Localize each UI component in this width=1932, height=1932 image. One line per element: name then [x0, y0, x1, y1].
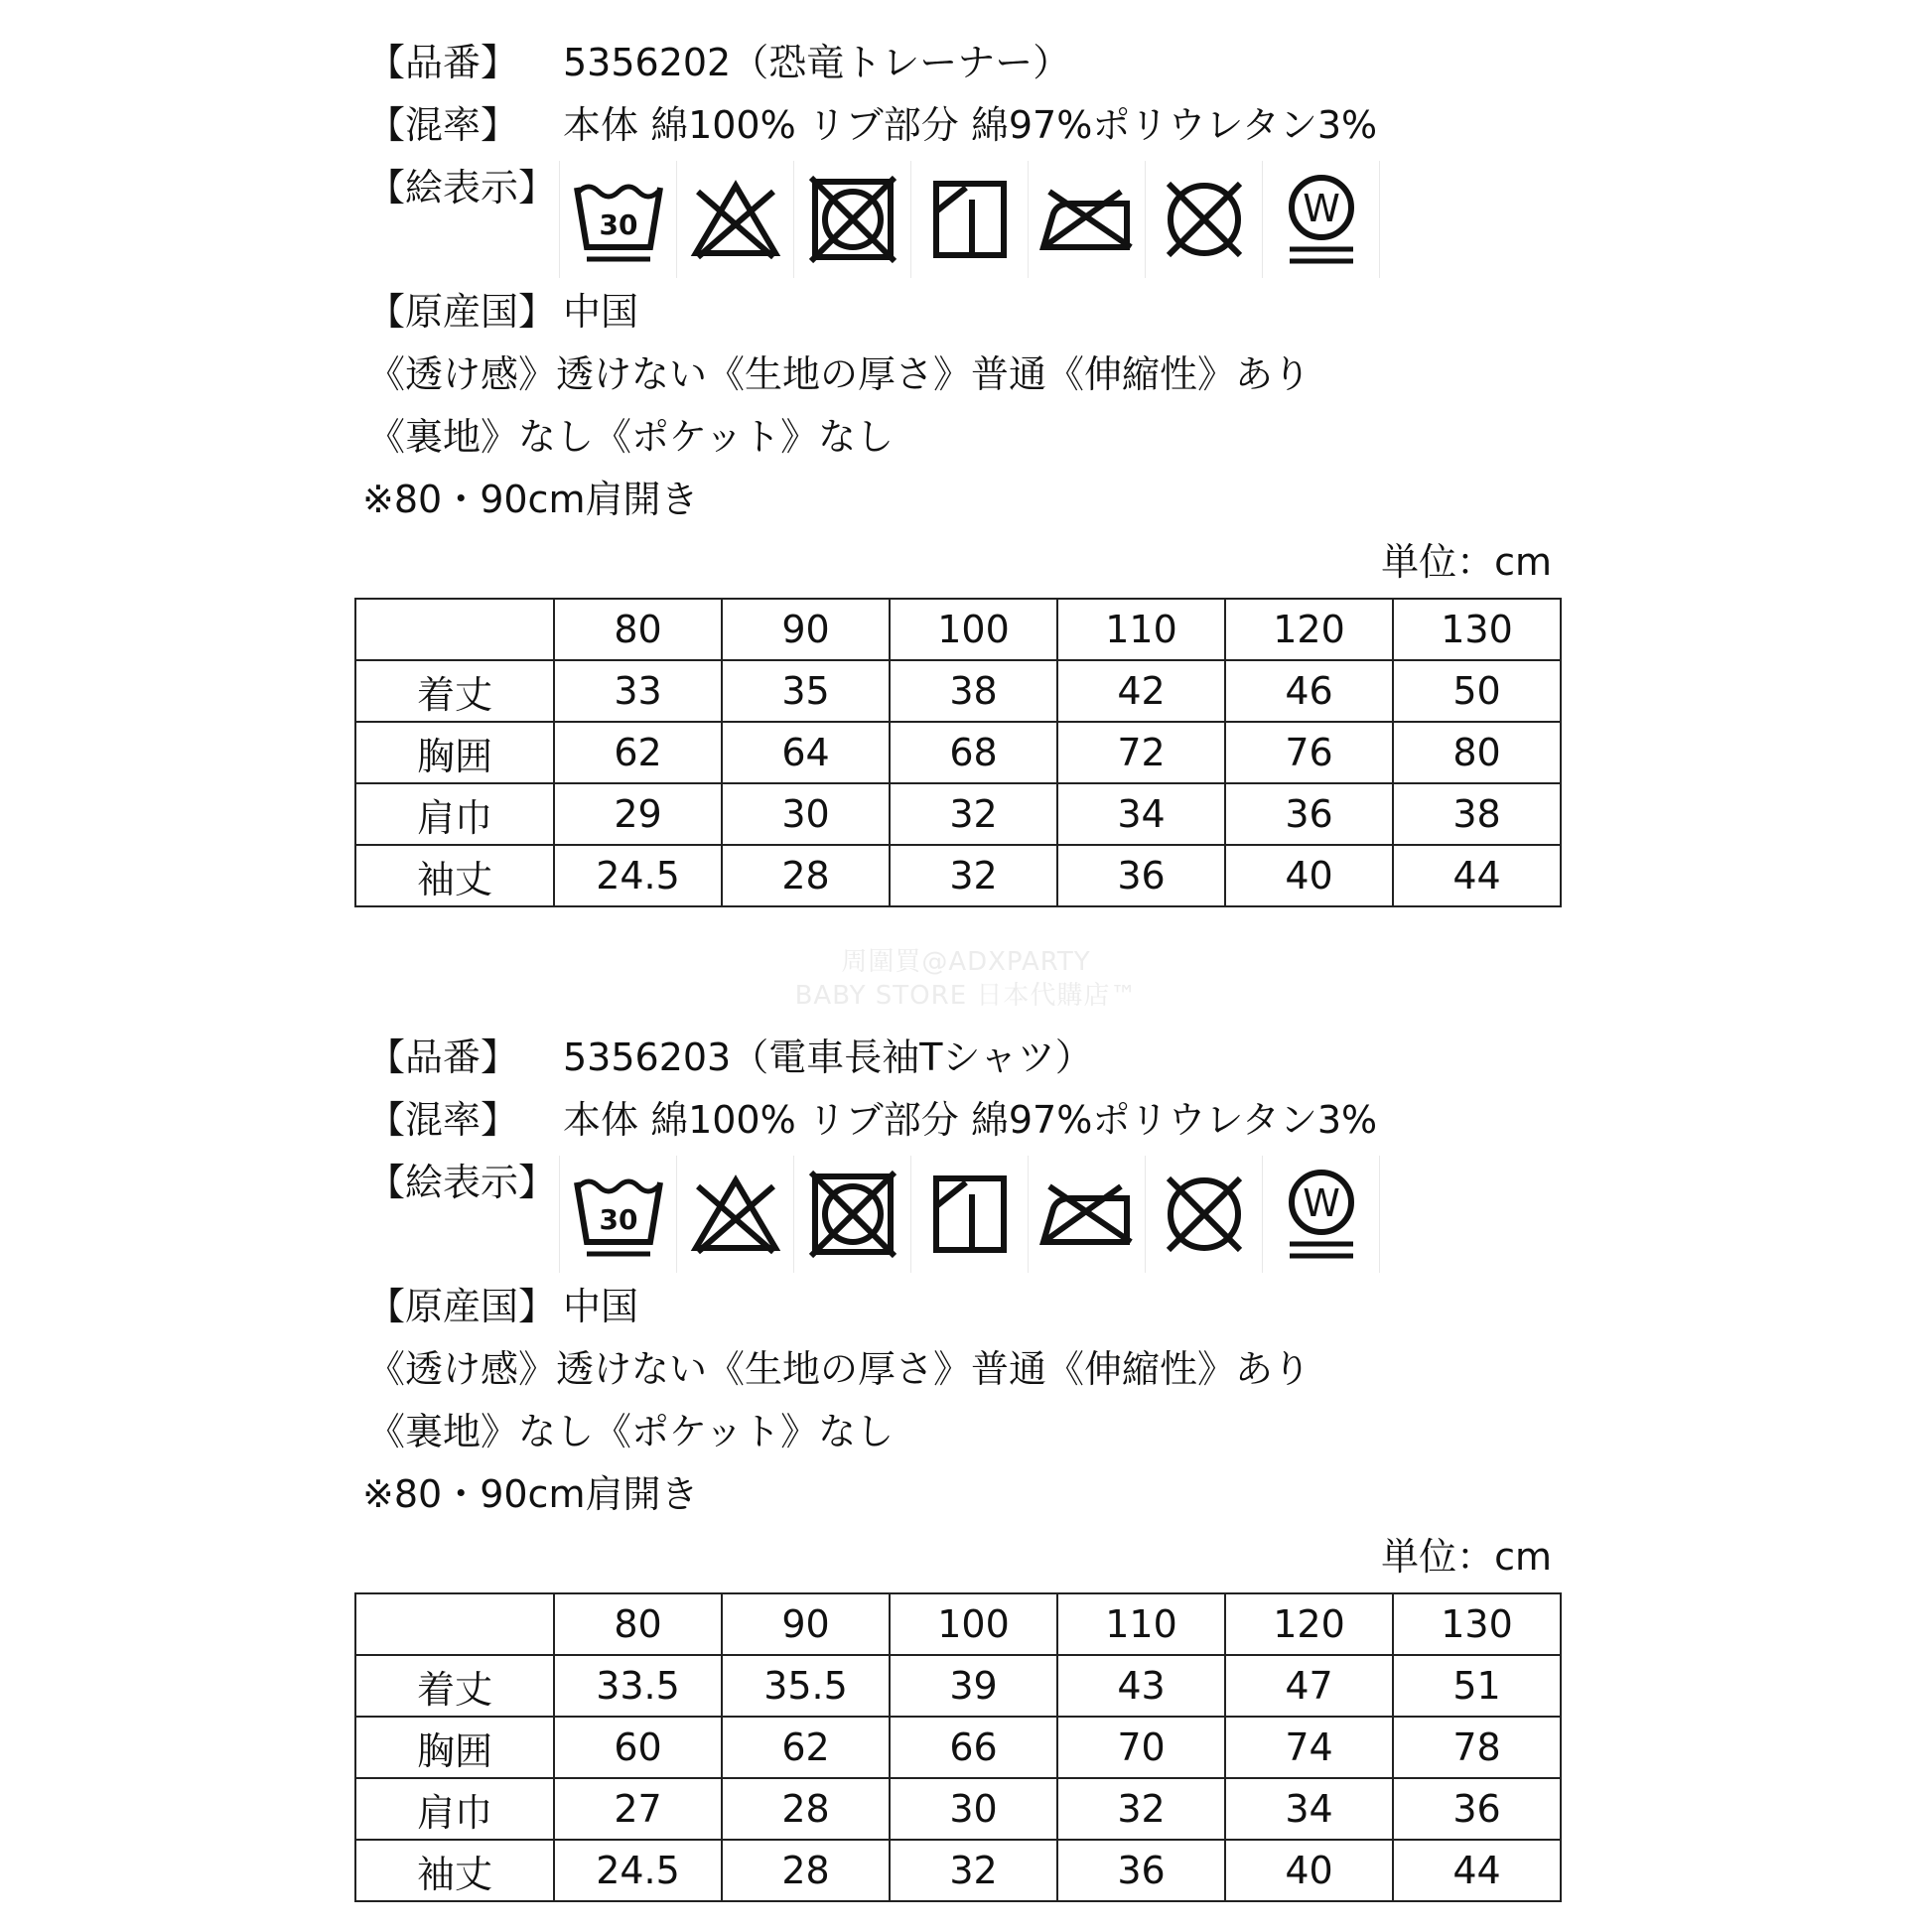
measurement-value: 51: [1393, 1655, 1561, 1717]
wash-30-icon: [559, 1156, 677, 1273]
measurement-label: 袖丈: [355, 845, 554, 906]
measurement-value: 62: [554, 722, 722, 783]
origin-value: 中国: [563, 1285, 639, 1328]
measurement-value: 50: [1393, 660, 1561, 722]
konritsu-value: 本体 綿100% リブ部分 綿97%ポリウレタン3%: [563, 103, 1378, 147]
table-row: [355, 1840, 1561, 1901]
measurement-value: 36: [1057, 845, 1225, 906]
corner-cell: [355, 599, 554, 660]
measurement-value: 66: [890, 1717, 1057, 1778]
features-line-1: 《透け感》透けない《生地の厚さ》普通《伸縮性》あり: [367, 352, 1311, 396]
size-header-cell: 80: [554, 1593, 722, 1655]
size-header-cell: 120: [1225, 599, 1393, 660]
table-row: [355, 1655, 1561, 1717]
measurement-value: 76: [1225, 722, 1393, 783]
features-line-2: 《裏地》なし《ポケット》なし: [367, 415, 895, 459]
size-header-cell: 80: [554, 599, 722, 660]
watermark: [0, 945, 1932, 1013]
konritsu-label: 【混率】: [367, 1098, 519, 1142]
measurement-value: 28: [722, 845, 890, 906]
measurement-value: 28: [722, 1778, 890, 1840]
table-row: [355, 1778, 1561, 1840]
measurement-value: 62: [722, 1717, 890, 1778]
table-row: [355, 845, 1561, 906]
measurement-value: 46: [1225, 660, 1393, 722]
measurement-value: 33: [554, 660, 722, 722]
measurement-value: 42: [1057, 660, 1225, 722]
no-dry-clean-icon: [1146, 1156, 1263, 1273]
measurement-value: 24.5: [554, 845, 722, 906]
measurement-value: 36: [1393, 1778, 1561, 1840]
measurement-value: 64: [722, 722, 890, 783]
size-header-cell: 120: [1225, 1593, 1393, 1655]
measurement-value: 32: [890, 845, 1057, 906]
measurement-value: 30: [890, 1778, 1057, 1840]
measurement-label: 胸囲: [355, 1717, 554, 1778]
unit-label: 単位：cm: [1381, 540, 1552, 584]
measurement-value: 80: [1393, 722, 1561, 783]
origin-value: 中国: [563, 290, 639, 334]
features-line-1: 《透け感》透けない《生地の厚さ》普通《伸縮性》あり: [367, 1347, 1311, 1391]
hinban-value: 5356203（電車長袖Tシャツ）: [563, 1035, 1093, 1079]
unit-label: 単位：cm: [1381, 1535, 1552, 1579]
measurement-value: 60: [554, 1717, 722, 1778]
care-icons: [559, 161, 1380, 278]
no-bleach-icon: [677, 161, 794, 278]
measurement-value: 34: [1225, 1778, 1393, 1840]
features-line-2: 《裏地》なし《ポケット》なし: [367, 1410, 895, 1453]
measurement-value: 36: [1057, 1840, 1225, 1901]
measurement-value: 27: [554, 1778, 722, 1840]
hinban-value: 5356202（恐竜トレーナー）: [563, 41, 1071, 84]
hinban-label: 【品番】: [367, 1035, 519, 1079]
measurement-value: 39: [890, 1655, 1057, 1717]
measurement-value: 32: [890, 783, 1057, 845]
line-dry-icon: [911, 1156, 1029, 1273]
konritsu-label: 【混率】: [367, 103, 519, 147]
size-header-row: [355, 599, 1561, 660]
measurement-value: 38: [1393, 783, 1561, 845]
measurement-value: 68: [890, 722, 1057, 783]
measurement-value: 40: [1225, 845, 1393, 906]
measurement-value: 44: [1393, 845, 1561, 906]
measurement-value: 30: [722, 783, 890, 845]
measurement-value: 28: [722, 1840, 890, 1901]
no-tumble-dry-icon: [794, 161, 911, 278]
origin-label: 【原産国】: [367, 290, 557, 334]
origin-label: 【原産国】: [367, 1285, 557, 1328]
wet-clean-letter: W: [1302, 1181, 1340, 1225]
measurement-value: 35: [722, 660, 890, 722]
watermark-line-1: 周圍買@ADXPARTY: [841, 947, 1091, 977]
wet-clean-icon: [1263, 161, 1380, 278]
measurement-value: 36: [1225, 783, 1393, 845]
measurement-label: 肩巾: [355, 783, 554, 845]
size-header-row: [355, 1593, 1561, 1655]
measurement-value: 47: [1225, 1655, 1393, 1717]
measurement-value: 34: [1057, 783, 1225, 845]
measurement-value: 32: [1057, 1778, 1225, 1840]
wash-30-icon: [559, 161, 677, 278]
size-header-cell: 100: [890, 599, 1057, 660]
measurement-value: 32: [890, 1840, 1057, 1901]
no-tumble-dry-icon: [794, 1156, 911, 1273]
wet-clean-icon: [1263, 1156, 1380, 1273]
measurement-value: 24.5: [554, 1840, 722, 1901]
ehyouji-label: 【絵表示】: [367, 166, 557, 209]
size-header-cell: 100: [890, 1593, 1057, 1655]
measurement-value: 33.5: [554, 1655, 722, 1717]
size-header-cell: 130: [1393, 599, 1561, 660]
size-header-cell: 110: [1057, 1593, 1225, 1655]
wet-clean-letter: W: [1302, 187, 1340, 230]
size-header-cell: 130: [1393, 1593, 1561, 1655]
no-dry-clean-icon: [1146, 161, 1263, 278]
measurement-value: 35.5: [722, 1655, 890, 1717]
measurement-value: 40: [1225, 1840, 1393, 1901]
measurement-value: 78: [1393, 1717, 1561, 1778]
measurement-label: 着丈: [355, 1655, 554, 1717]
line-dry-icon: [911, 161, 1029, 278]
wash-temp: 30: [599, 1203, 637, 1236]
measurement-value: 72: [1057, 722, 1225, 783]
no-bleach-icon: [677, 1156, 794, 1273]
table-row: [355, 783, 1561, 845]
watermark-line-2: BABY STORE 日本代購店™: [794, 981, 1138, 1011]
table-row: [355, 722, 1561, 783]
measurement-value: 44: [1393, 1840, 1561, 1901]
size-header-cell: 110: [1057, 599, 1225, 660]
table-row: [355, 660, 1561, 722]
measurement-value: 70: [1057, 1717, 1225, 1778]
table-row: [355, 1717, 1561, 1778]
wash-temp: 30: [599, 208, 637, 241]
measurement-value: 43: [1057, 1655, 1225, 1717]
ehyouji-label: 【絵表示】: [367, 1161, 557, 1204]
corner-cell: [355, 1593, 554, 1655]
measurement-value: 74: [1225, 1717, 1393, 1778]
konritsu-value: 本体 綿100% リブ部分 綿97%ポリウレタン3%: [563, 1098, 1378, 1142]
size-table: [354, 598, 1562, 907]
care-icons: [559, 1156, 1380, 1273]
measurement-label: 着丈: [355, 660, 554, 722]
iron-no-steam-icon: [1029, 1156, 1146, 1273]
shoulder-opening-note: ※80・90cm肩開き: [362, 478, 699, 521]
measurement-label: 肩巾: [355, 1778, 554, 1840]
size-header-cell: 90: [722, 599, 890, 660]
size-header-cell: 90: [722, 1593, 890, 1655]
measurement-label: 袖丈: [355, 1840, 554, 1901]
measurement-label: 胸囲: [355, 722, 554, 783]
measurement-value: 29: [554, 783, 722, 845]
size-table: [354, 1592, 1562, 1902]
hinban-label: 【品番】: [367, 41, 519, 84]
shoulder-opening-note: ※80・90cm肩開き: [362, 1472, 699, 1516]
iron-no-steam-icon: [1029, 161, 1146, 278]
measurement-value: 38: [890, 660, 1057, 722]
